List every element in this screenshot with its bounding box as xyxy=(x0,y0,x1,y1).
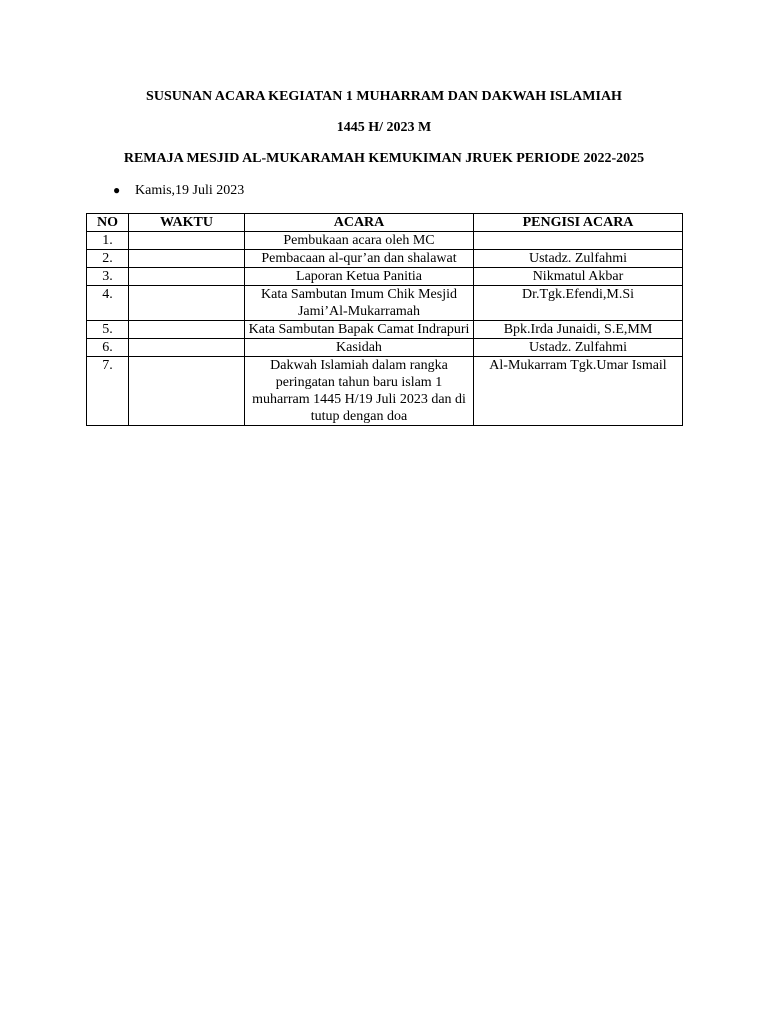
cell-no: 6. xyxy=(87,339,129,357)
cell-no: 3. xyxy=(87,268,129,286)
document-year: 1445 H/ 2023 M xyxy=(336,120,432,135)
table-header-row xyxy=(87,214,683,232)
cell-pengisi: Al-Mukarram Tgk.Umar Ismail xyxy=(474,357,683,426)
cell-waktu xyxy=(129,232,245,250)
schedule-table xyxy=(86,213,683,426)
table-row xyxy=(87,357,683,426)
cell-pengisi: Bpk.Irda Junaidi, S.E,MM xyxy=(474,321,683,339)
cell-no: 1. xyxy=(87,232,129,250)
cell-acara: Laporan Ketua Panitia xyxy=(245,268,474,286)
header-waktu: WAKTU xyxy=(129,214,245,232)
document-title: SUSUNAN ACARA KEGIATAN 1 MUHARRAM DAN DAKWAH ISLAMIAH xyxy=(146,89,622,104)
event-date: Kamis,19 Juli 2023 xyxy=(135,183,245,198)
cell-waktu xyxy=(129,357,245,426)
table-row xyxy=(87,250,683,268)
header-pengisi: PENGISI ACARA xyxy=(474,214,683,232)
cell-acara: Kasidah xyxy=(245,339,474,357)
table-row xyxy=(87,286,683,321)
header-no: NO xyxy=(87,214,129,232)
cell-acara: Dakwah Islamiah dalam rangka peringatan tahun baru islam 1 muharram 1445 H/19 Juli 2023 dan di tutup dengan doa xyxy=(245,357,474,426)
cell-no: 4. xyxy=(87,286,129,321)
cell-pengisi: Ustadz. Zulfahmi xyxy=(474,250,683,268)
cell-pengisi: Dr.Tgk.Efendi,M.Si xyxy=(474,286,683,321)
cell-acara: Kata Sambutan Imum Chik Mesjid Jami’Al-Mukarramah xyxy=(245,286,474,321)
cell-waktu xyxy=(129,321,245,339)
cell-acara: Pembukaan acara oleh MC xyxy=(245,232,474,250)
header-acara: ACARA xyxy=(245,214,474,232)
table-row xyxy=(87,268,683,286)
cell-pengisi: Ustadz. Zulfahmi xyxy=(474,339,683,357)
cell-pengisi: Nikmatul Akbar xyxy=(474,268,683,286)
document-organizer: REMAJA MESJID AL-MUKARAMAH KEMUKIMAN JRUEK PERIODE 2022-2025 xyxy=(123,151,645,166)
cell-acara: Pembacaan al-qur’an dan shalawat xyxy=(245,250,474,268)
table-row xyxy=(87,232,683,250)
cell-no: 2. xyxy=(87,250,129,268)
cell-waktu xyxy=(129,286,245,321)
cell-pengisi xyxy=(474,232,683,250)
table-row xyxy=(87,321,683,339)
cell-no: 7. xyxy=(87,357,129,426)
date-bullet xyxy=(113,182,244,199)
cell-acara: Kata Sambutan Bapak Camat Indrapuri xyxy=(245,321,474,339)
bullet-icon: ● xyxy=(113,183,121,197)
table-row xyxy=(87,339,683,357)
cell-waktu xyxy=(129,339,245,357)
cell-no: 5. xyxy=(87,321,129,339)
cell-waktu xyxy=(129,250,245,268)
cell-waktu xyxy=(129,268,245,286)
